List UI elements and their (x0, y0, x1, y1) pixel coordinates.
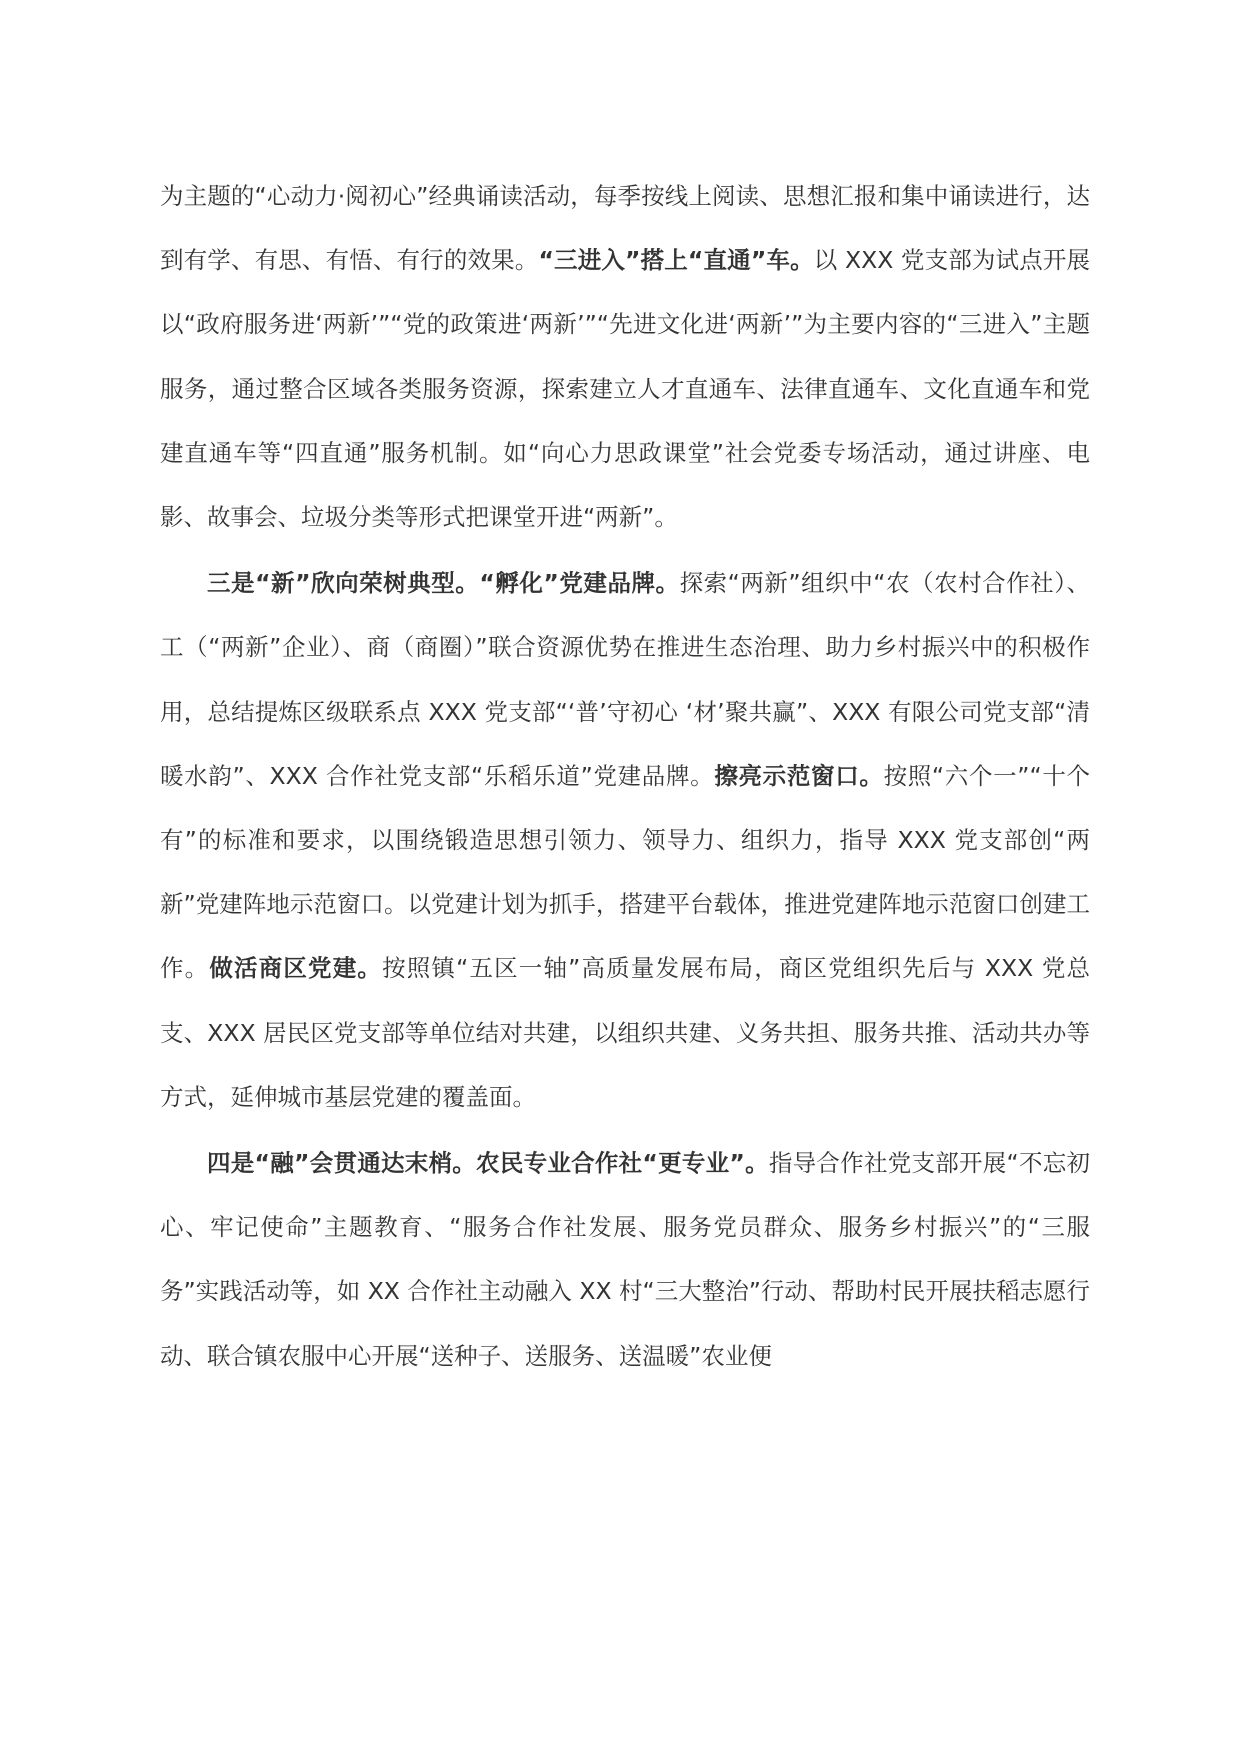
heading-business-district: 做活商区党建。 (209, 954, 383, 983)
paragraph-2 (160, 551, 1090, 1129)
heading-san-jin-ru: “三进入”搭上“直通”车。 (538, 246, 814, 275)
paragraph-1-text-1: 为主题的“心动力·阅初心”经典诵读活动，每季按线上阅读、思想汇报和集中诵读进行，达到有学、有思、有悟、有行的效果。 (160, 182, 1090, 275)
paragraph-3-text-1: 指导合作社党支部开展“不忘初心、牢记使命”主题教育、“服务合作社发展、服务党员群众、服务乡村振兴”的“三服务”实践活动等，如 XX 合作社主动融入 XX 村“三大整治”行动、帮助村民开展扶稻志愿行动、联合镇农服中心开展“送种子、送服务、送温暖”农业便 (160, 1149, 1090, 1370)
paragraph-2-text-1: 探索“两新”组织中“农（农村合作社）、工（“两新”企业）、商（商圈）”联合资源优势在推进生态治理、助力乡村振兴中的积极作用，总结提炼区级联系点 XXX 党支部“‘普’守初心 ‘材’聚共赢”、XXX 有限公司党支部“清暖水韵”、XXX 合作社党支部“乐稻乐道”党建品牌。 (160, 569, 1090, 790)
heading-demo-window: 擦亮示范窗口。 (714, 761, 884, 790)
paragraph-1 (160, 164, 1090, 549)
paragraph-2-text-3: 按照镇“五区一轴”高质量发展布局，商区党组织先后与 XXX 党总支、XXX 居民区党支部等单位结对共建，以组织共建、义务共担、服务共推、活动共办等方式，延伸城市基层党建的覆盖面。 (160, 954, 1091, 1111)
section-heading-3: 三是“新”欣向荣树典型。“孵化”党建品牌。 (207, 569, 680, 598)
section-heading-4: 四是“融”会贯通达末梢。农民专业合作社“更专业”。 (207, 1149, 769, 1178)
paragraph-3 (160, 1131, 1090, 1388)
paragraph-1-text-2: 以 XXX 党支部为试点开展以“政府服务进‘两新’”“党的政策进‘两新’”“先进文化进‘两新’”为主要内容的“三进入”主题服务，通过整合区域各类服务资源，探索建立人才直通车、法律直通车、文化直通车和党建直通车等“四直通”服务机制。如“向心力思政课堂”社会党委专场活动，通过讲座、电影、故事会、垃圾分类等形式把课堂开进“两新”。 (160, 246, 1091, 532)
paragraph-2-text-2: 按照“六个一”“十个有”的标准和要求，以围绕锻造思想引领力、领导力、组织力，指导 XXX 党支部创“两新”党建阵地示范窗口。以党建计划为抓手，搭建平台载体，推进党建阵地示范窗口创建工作。 (160, 761, 1090, 983)
document-page (160, 164, 1090, 1388)
